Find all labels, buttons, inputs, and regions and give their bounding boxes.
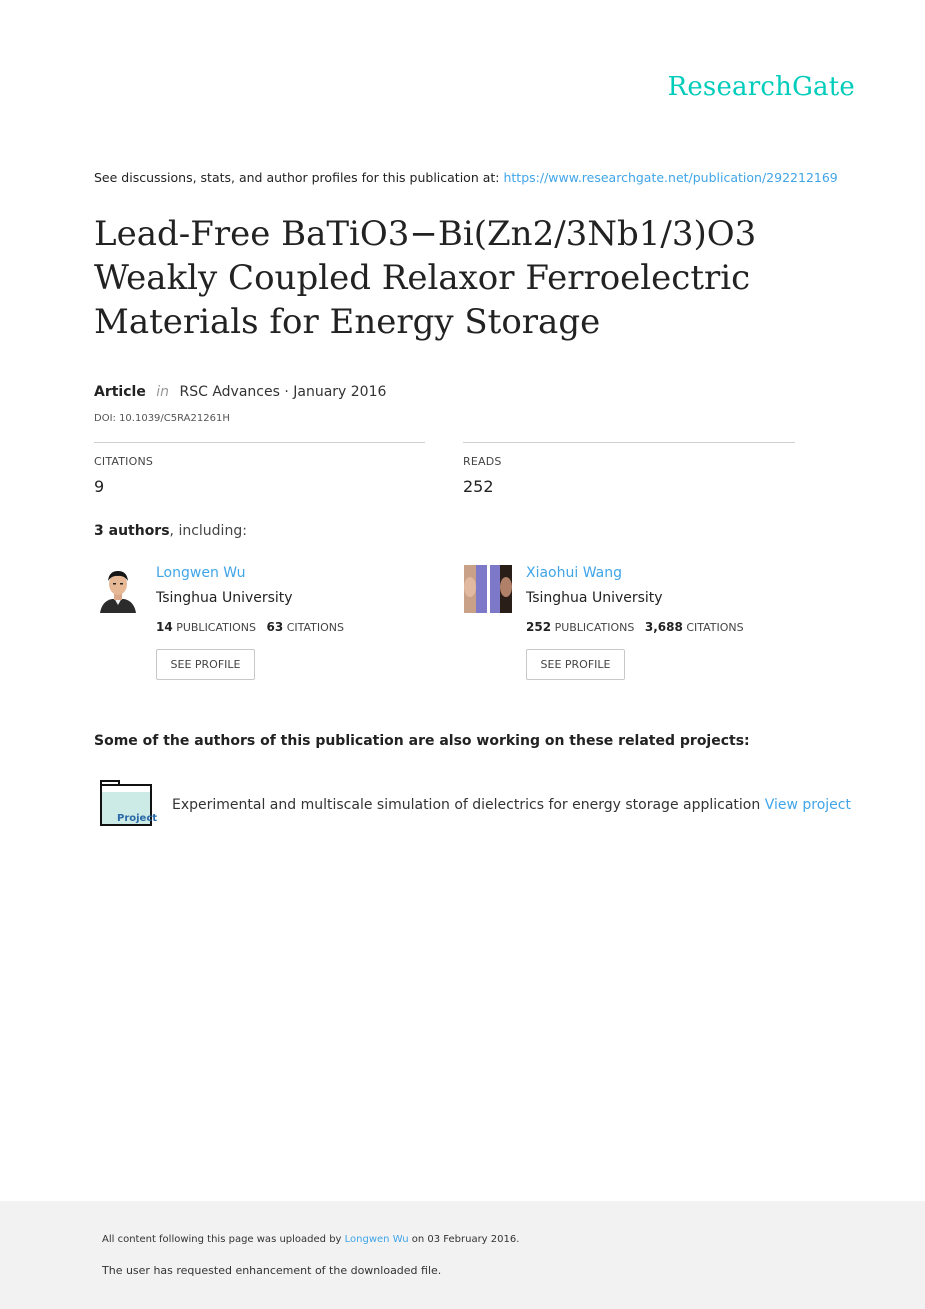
related-projects-heading: Some of the authors of this publication are also working on these related projects: [94,733,750,749]
upload-suffix: on 03 February 2016. [411,1234,520,1245]
author-name-link[interactable]: Xiaohui Wang [526,565,622,581]
authors-count: 3 authors [94,523,170,539]
author-card-longwen-wu [94,565,434,685]
avatar[interactable] [464,565,512,613]
avatar-photo-icon [94,565,142,613]
author-name-link[interactable]: Longwen Wu [156,565,246,581]
enhancement-note: The user has requested enhancement of the downloaded file. [102,1264,442,1277]
publications-label: PUBLICATIONS [554,621,635,634]
citations-count-label: CITATIONS [686,621,744,634]
researchgate-logo[interactable]: ResearchGate [667,72,855,102]
see-discussions-text: See discussions, stats, and author profiles for this publication at: [94,170,500,185]
publications-count: 252 [526,620,552,634]
author-institution: Tsinghua University [526,590,663,606]
citations-divider [94,442,425,443]
project-title: Experimental and multiscale simulation of dielectrics for energy storage application [172,797,761,813]
citations-label: CITATIONS [94,455,154,468]
venue-date: RSC Advances · January 2016 [179,384,387,400]
reads-label: READS [463,455,502,468]
in-label: in [156,384,170,400]
project-icon-label: Project [117,813,158,824]
see-profile-button[interactable]: SEE PROFILE [156,649,255,680]
upload-info [102,1234,519,1245]
footer [0,1201,925,1309]
publication-type: Article [94,384,146,400]
publications-count: 14 [156,620,173,634]
author-stats [156,620,344,634]
avatar-photo-icon [464,565,512,613]
citations-count: 63 [266,620,284,634]
author-card-xiaohui-wang [464,565,804,685]
citations-count-label: CITATIONS [286,621,344,634]
reads-divider [463,442,795,443]
reads-value: 252 [463,477,494,496]
publication-title: Lead-Free BaTiO3−Bi(Zn2/3Nb1/3)O3 Weakly Coupled Relaxor Ferroelectric Materials for Energy Storage [94,214,757,342]
author-institution: Tsinghua University [156,590,293,606]
publication-meta [94,384,386,400]
see-discussions-line [94,170,838,185]
see-profile-button[interactable]: SEE PROFILE [526,649,625,680]
authors-count-line [94,523,247,539]
project-folder-icon [100,780,158,824]
view-project-link[interactable]: View project [764,797,851,813]
citations-value: 9 [94,477,105,496]
upload-prefix: All content following this page was uploaded by [102,1234,342,1245]
uploader-link[interactable]: Longwen Wu [344,1234,409,1245]
doi: DOI: 10.1039/C5RA21261H [94,413,230,424]
authors-suffix: , including: [169,523,247,539]
avatar[interactable] [94,565,142,613]
publication-url-link[interactable]: https://www.researchgate.net/publication/292212169 [503,170,838,185]
publications-label: PUBLICATIONS [176,621,256,634]
author-stats [526,620,744,634]
folder-icon [100,780,158,824]
project-item [172,797,851,813]
citations-count: 3,688 [644,620,683,634]
